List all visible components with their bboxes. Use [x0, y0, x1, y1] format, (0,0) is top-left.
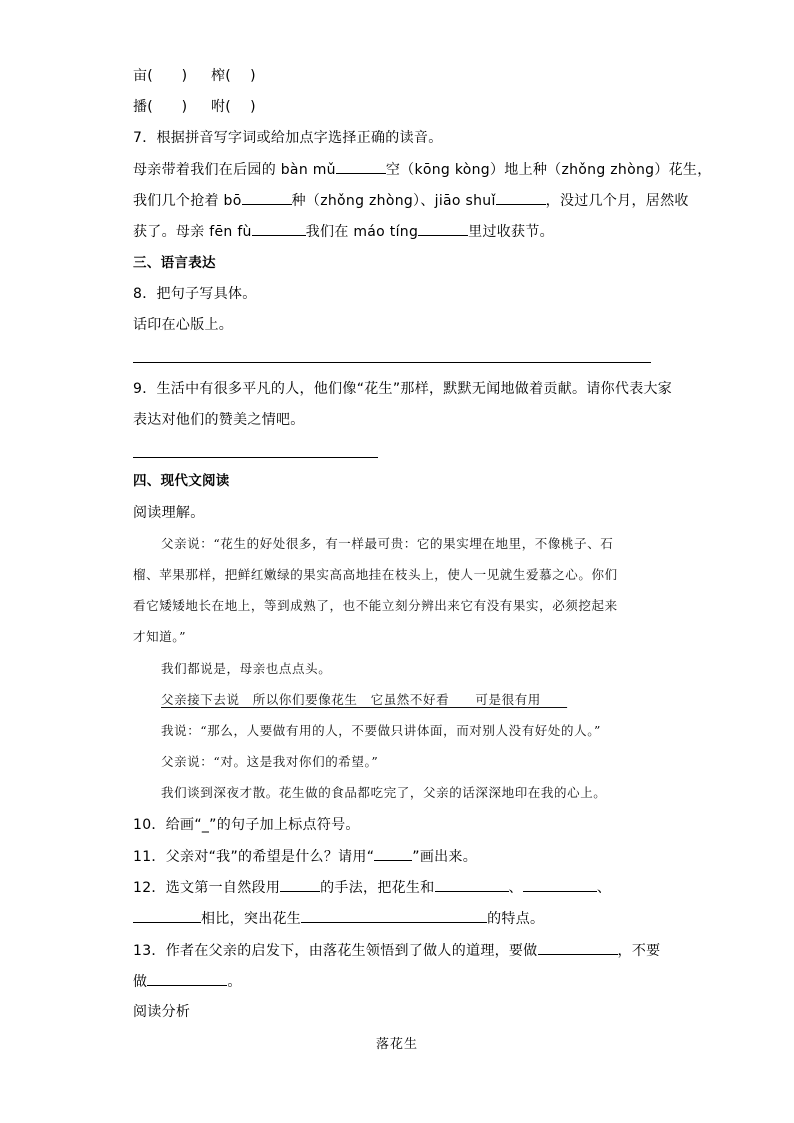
answer-blank[interactable]	[252, 221, 306, 236]
q6-row-1	[133, 66, 256, 86]
q7-text: 母亲带着我们在后园的 bàn mǔ	[133, 162, 336, 178]
answer-blank[interactable]	[496, 190, 546, 205]
q6-row-2	[133, 97, 256, 117]
q7-text: 获了。母亲 fēn fù	[133, 224, 252, 240]
answer-blank[interactable]	[523, 877, 597, 892]
q8-answer-line[interactable]	[133, 362, 651, 363]
q13-line-2	[133, 971, 242, 992]
q7-text: 里过收获节。	[468, 224, 554, 240]
reading-label: 阅读理解。	[133, 505, 205, 521]
passage-line: 才知道。”	[133, 629, 187, 644]
q7-text: 空（kōng kòng）地上种（zhǒng zhòng）花生，	[385, 162, 712, 178]
passage-title: 落花生	[375, 1037, 418, 1052]
q10-prompt: 10．给画“_”的句子加上标点符号。	[133, 817, 360, 833]
passage-line: 我们谈到深夜才散。花生做的食品都吃完了，父亲的话深深地印在我的心上。	[161, 785, 607, 800]
line-marker	[374, 846, 412, 861]
q7-text: 我们几个抢着 bō	[133, 193, 242, 209]
q12-text: 12．选文第一自然段用	[133, 880, 281, 896]
analysis-label: 阅读分析	[133, 1004, 191, 1020]
q12-text: 、	[596, 880, 612, 896]
q6-item-mu: 亩( )	[133, 68, 188, 84]
q7-text: ，没过几个月，居然收	[545, 193, 689, 209]
passage-line: 父亲说：“对。这是我对你们的希望。”	[161, 754, 379, 769]
q7-prompt: 7．根据拼音写字词或给加点字选择正确的读音。	[133, 130, 443, 146]
q13-text: 13．作者在父亲的启发下，由落花生领悟到了做人的道理，要做	[133, 943, 538, 959]
q12-text: 相比，突出花生	[201, 911, 302, 927]
q13-line-1	[133, 940, 660, 961]
answer-blank[interactable]	[242, 190, 292, 205]
q7-line-3	[133, 221, 554, 242]
passage-line: 榴、苹果那样，把鲜红嫩绿的果实高高地挂在枝头上，使人一见就生爱慕之心。你们	[133, 567, 618, 582]
underlined-sentence: 父亲接下去说 所以你们要像花生 它虽然不好看 可是很有用	[161, 692, 568, 707]
passage-line: 我说：“那么，人要做有用的人，不要做只讲体面，而对别人没有好处的人。”	[161, 723, 602, 738]
q7-line-2	[133, 190, 689, 211]
answer-blank[interactable]	[538, 940, 618, 955]
q7-line-1	[133, 159, 712, 180]
answer-blank[interactable]	[280, 877, 320, 892]
q7-text: 我们在 máo tíng	[305, 224, 419, 240]
answer-blank[interactable]	[336, 159, 386, 174]
q11-text: 11．父亲对“我”的希望是什么？请用“	[133, 849, 375, 865]
answer-blank[interactable]	[418, 221, 468, 236]
q13-text: ，不要	[617, 943, 661, 959]
q12-line-2	[133, 908, 544, 929]
q6-item-fu: 咐( )	[211, 99, 256, 115]
q6-item-zha: 榨( )	[211, 68, 256, 84]
passage-line: 父亲说：“花生的好处很多，有一样最可贵：它的果实埋在地里，不像桃子、石	[161, 536, 614, 551]
q9-answer-line[interactable]	[133, 457, 378, 458]
q6-item-bo: 播( )	[133, 99, 188, 115]
q13-text: 做	[133, 974, 148, 990]
section-heading-3: 三、语言表达	[133, 255, 216, 271]
answer-blank[interactable]	[301, 908, 487, 923]
q12-line-1	[133, 877, 611, 898]
q9-prompt-line-2: 表达对他们的赞美之情吧。	[133, 412, 305, 428]
q9-prompt-line-1: 9．生活中有很多平凡的人，他们像“花生”那样，默默无闻地做着贡献。请你代表大家	[133, 381, 673, 397]
answer-blank[interactable]	[147, 971, 227, 986]
q8-prompt: 8．把句子写具体。	[133, 286, 257, 302]
q12-text: 的特点。	[487, 911, 545, 927]
section-heading-4: 四、现代文阅读	[133, 473, 230, 489]
q12-text: 的手法，把花生和	[320, 880, 435, 896]
q11-text: ”画出来。	[412, 849, 478, 865]
passage-line: 看它矮矮地长在地上，等到成熟了，也不能立刻分辨出来它有没有果实，必须挖起来	[133, 598, 618, 613]
q8-sentence: 话印在心版上。	[133, 317, 234, 333]
q7-text: 种（zhǒng zhòng）、jiāo shuǐ	[291, 193, 496, 209]
answer-blank[interactable]	[133, 908, 201, 923]
q13-text: 。	[227, 974, 242, 990]
q11-prompt	[133, 846, 477, 867]
answer-blank[interactable]	[435, 877, 509, 892]
passage-line: 我们都说是，母亲也点点头。	[161, 661, 332, 676]
q12-text: 、	[508, 880, 523, 896]
